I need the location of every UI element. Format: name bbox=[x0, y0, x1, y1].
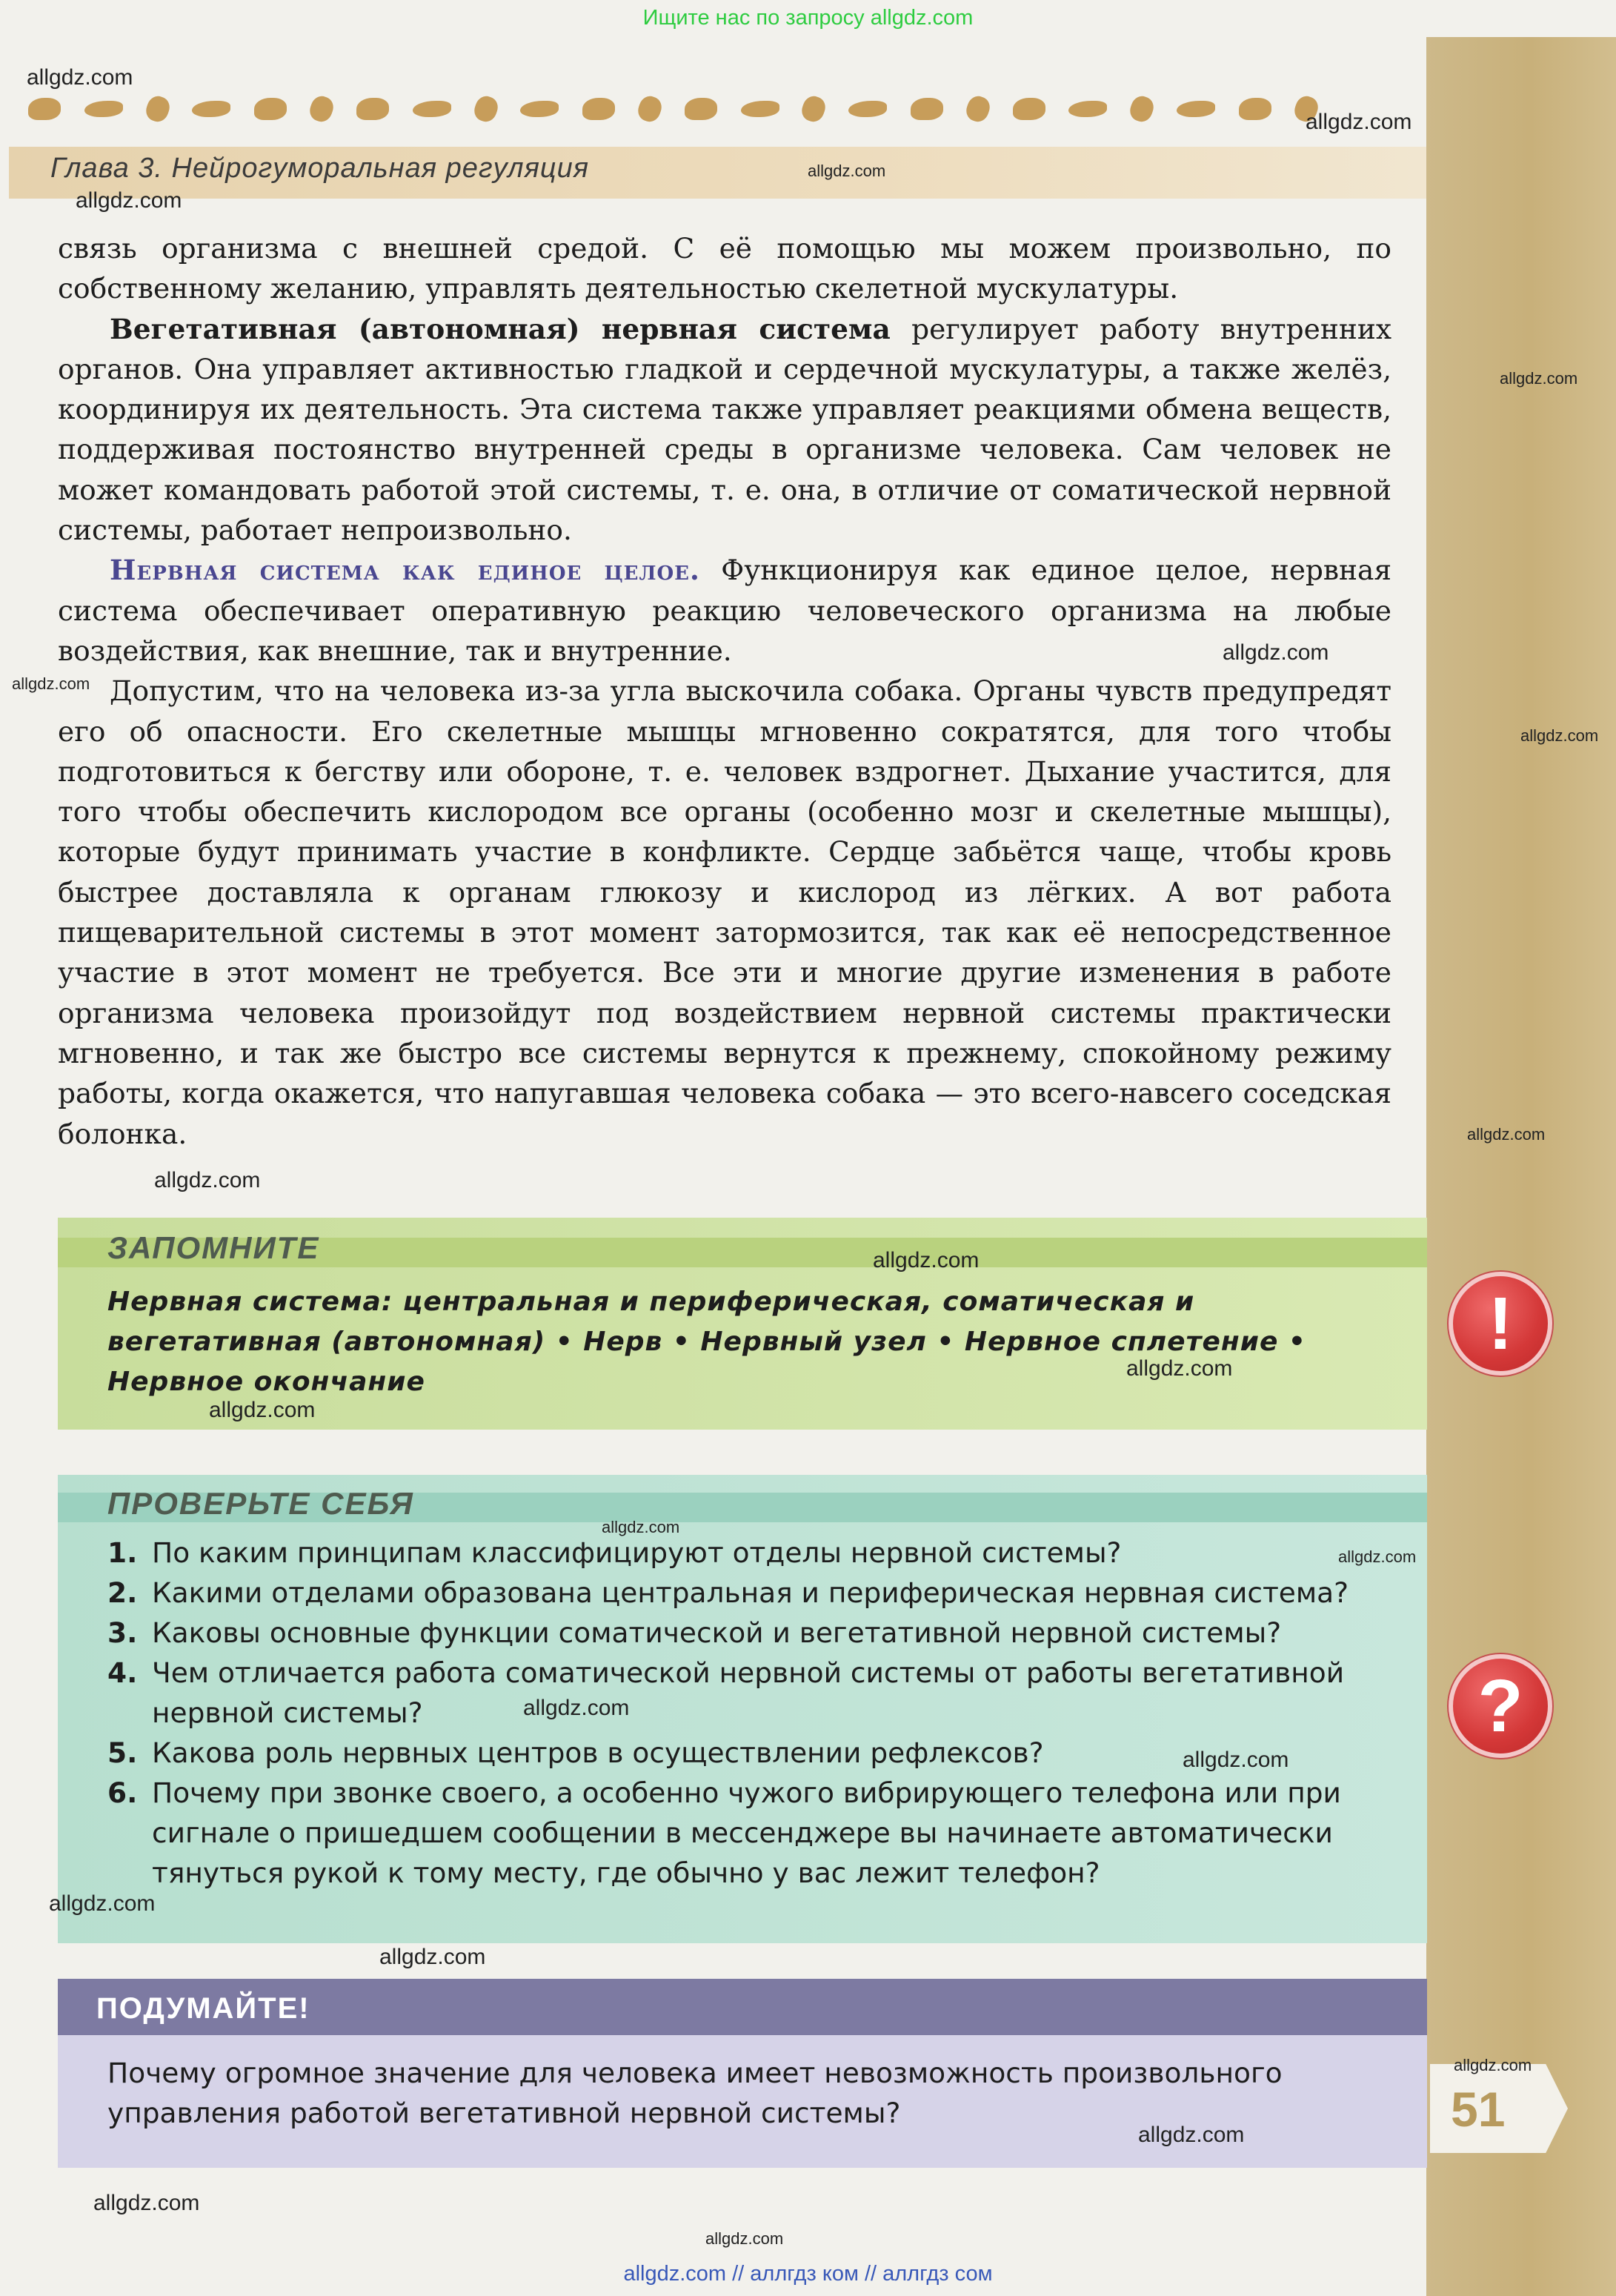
paragraph bbox=[58, 550, 1391, 671]
animal-icon bbox=[582, 98, 615, 120]
paragraph-text: Функционируя как единое целое, нервная система обеспечивает оперативную реакцию человеческого организма на любые воздействия, как внешние, так и внутренние. bbox=[58, 554, 1392, 667]
animal-icon bbox=[1068, 101, 1107, 117]
question-text: Какими отделами образована центральная и периферическая нервная система? bbox=[152, 1576, 1349, 1609]
watermark[interactable]: allgdz.com bbox=[873, 1248, 980, 1273]
question-number: 5. bbox=[107, 1736, 138, 1769]
watermark[interactable]: allgdz.com bbox=[602, 1518, 680, 1536]
question-text: По каким принципам классифицируют отделы нервной системы? bbox=[152, 1536, 1122, 1569]
animal-icon bbox=[635, 93, 665, 125]
chapter-title: Глава 3. Нейрогуморальная регуляция bbox=[50, 153, 590, 184]
animal-icon bbox=[799, 93, 828, 125]
paragraph-text: регулирует работу внутренних органов. Она управляет активностью гладкой и сердечной мускулатуры, а также желёз, координируя их деятельность. Эта система также управляет реакциями обмена веществ, поддерживая постоянство внутренней среды в организме человека. Сам человек не может командовать работой этой системы, т. е. она, в отличие от соматической нервной системы, работает непроизвольно. bbox=[58, 312, 1391, 547]
watermark[interactable]: allgdz.com bbox=[1223, 640, 1329, 665]
animal-icon bbox=[307, 93, 336, 125]
question-number: 4. bbox=[107, 1656, 138, 1689]
question-text: Почему при звонке своего, а особенно чужого вибрирующего телефона или при сигнале о пришедшем сообщении в мессенджере вы начинаете автоматически тянуться рукой к тому месту, где обычно у вас лежит телефон? bbox=[152, 1776, 1341, 1889]
animal-icon bbox=[413, 101, 451, 117]
paragraph: связь организма с внешней средой. С её помощью мы можем произвольно, по собственному желанию, управлять деятельностью скелетной мускулатуры. bbox=[58, 232, 1391, 305]
watermark[interactable]: allgdz.com bbox=[808, 162, 886, 180]
animal-icon bbox=[741, 101, 779, 117]
animal-icon bbox=[1013, 98, 1045, 120]
watermark[interactable]: allgdz.com bbox=[379, 1945, 486, 1969]
animal-icon bbox=[254, 98, 287, 120]
animal-icon bbox=[520, 101, 559, 117]
animal-icon bbox=[84, 101, 123, 117]
page-number: 51 bbox=[1451, 2082, 1506, 2137]
animal-icon bbox=[685, 98, 717, 120]
footer-links[interactable]: allgdz.com // аллгдз ком // аллгдз сом bbox=[623, 2262, 993, 2286]
watermark[interactable]: allgdz.com bbox=[1520, 726, 1599, 745]
section-heading: Нервная система как единое целое. bbox=[110, 554, 700, 587]
watermark[interactable]: allgdz.com bbox=[1338, 1547, 1417, 1566]
animal-icon bbox=[911, 98, 943, 120]
remember-text: Нервная система: центральная и периферическая, соматическая и вегетативная (автономная) • Нерв • Нервный узел • Нервное сплетение • Нервное окончание bbox=[107, 1287, 1306, 1397]
question-item bbox=[107, 1773, 1382, 1893]
think-text: Почему огромное значение для человека имеет невозможность произвольного управления работой вегетативной нервной системы? bbox=[107, 2057, 1283, 2129]
watermark[interactable]: allgdz.com bbox=[49, 1891, 156, 1916]
watermark[interactable]: allgdz.com bbox=[1454, 2056, 1532, 2074]
question-number: 2. bbox=[107, 1576, 138, 1609]
watermark[interactable]: allgdz.com bbox=[76, 188, 182, 213]
animal-icon bbox=[143, 93, 173, 125]
watermark[interactable]: allgdz.com bbox=[523, 1696, 630, 1720]
think-heading: ПОДУМАЙТЕ! bbox=[96, 1992, 310, 2025]
watermark[interactable]: allgdz.com bbox=[705, 2229, 784, 2248]
question-item bbox=[107, 1573, 1382, 1613]
watermark[interactable]: allgdz.com bbox=[154, 1168, 261, 1192]
watermark[interactable]: allgdz.com bbox=[1306, 110, 1412, 134]
remember-heading: ЗАПОМНИТЕ bbox=[107, 1230, 320, 1265]
paragraph: Допустим, что на человека из-за угла выскочила собака. Органы чувств предупредят его об опасности. Его скелетные мышцы мгновенно сократятся, для того чтобы подготовиться к бегству или обороне, т. е. человек вздрогнет. Дыхание участится, для того чтобы обеспечить кислородом все органы (особенно мозг и скелетные мышцы), которые будут принимать участие в конфликте. Сердце забьётся чаще, чтобы кровь быстрее доставляла к органам глюкозу и кислород из лёгких. А вот работа пищеварительной системы в этот момент затормозится, так как её непосредственное участие в этот момент не требуется. Все эти и многие другие изменения в работе организма человека произойдут под воздействием нервной системы практически мгновенно, и так же быстро все системы вернутся к прежнему, спокойному режиму работы, когда окажется, что напугавшая человека собака — это всего-навсего соседская болонка. bbox=[58, 674, 1391, 1150]
animal-icon bbox=[1177, 101, 1215, 117]
question-number: 3. bbox=[107, 1616, 138, 1649]
animal-icon bbox=[356, 98, 389, 120]
animal-icon bbox=[1239, 98, 1271, 120]
watermark[interactable]: allgdz.com bbox=[1138, 2123, 1245, 2147]
animal-icon bbox=[848, 101, 887, 117]
paragraph bbox=[58, 309, 1391, 551]
watermark[interactable]: allgdz.com bbox=[1183, 1748, 1289, 1772]
question-text: Какова роль нервных центров в осуществлении рефлексов? bbox=[152, 1736, 1044, 1769]
question-number: 1. bbox=[107, 1536, 138, 1569]
watermark[interactable]: allgdz.com bbox=[1126, 1356, 1233, 1381]
top-banner[interactable]: Ищите нас по запросу allgdz.com bbox=[642, 6, 974, 30]
animal-icon bbox=[471, 93, 501, 125]
main-text bbox=[58, 228, 1391, 1154]
watermark[interactable]: allgdz.com bbox=[1467, 1125, 1546, 1144]
watermark[interactable]: allgdz.com bbox=[1500, 369, 1578, 388]
watermark[interactable]: allgdz.com bbox=[12, 674, 90, 693]
animal-ornament bbox=[28, 87, 1317, 130]
animal-icon bbox=[1127, 93, 1157, 125]
question-item bbox=[107, 1533, 1382, 1573]
exclamation-icon: ! bbox=[1449, 1272, 1552, 1376]
watermark[interactable]: allgdz.com bbox=[27, 65, 133, 90]
animal-icon bbox=[192, 101, 230, 117]
question-list bbox=[107, 1533, 1382, 1893]
term-bold: Вегетативная (автономная) нервная система bbox=[110, 312, 891, 345]
animal-icon bbox=[963, 93, 993, 125]
question-item bbox=[107, 1613, 1382, 1653]
question-text: Чем отличается работа соматической нервной системы от работы вегетативной нервной системы? bbox=[152, 1656, 1345, 1729]
question-icon: ? bbox=[1449, 1654, 1552, 1758]
check-yourself-heading: ПРОВЕРЬТЕ СЕБЯ bbox=[107, 1486, 414, 1521]
animal-icon bbox=[28, 98, 61, 120]
question-item bbox=[107, 1653, 1382, 1733]
watermark[interactable]: allgdz.com bbox=[209, 1398, 316, 1422]
question-number: 6. bbox=[107, 1776, 138, 1809]
watermark[interactable]: allgdz.com bbox=[93, 2191, 200, 2215]
question-text: Каковы основные функции соматической и вегетативной нервной системы? bbox=[152, 1616, 1282, 1649]
